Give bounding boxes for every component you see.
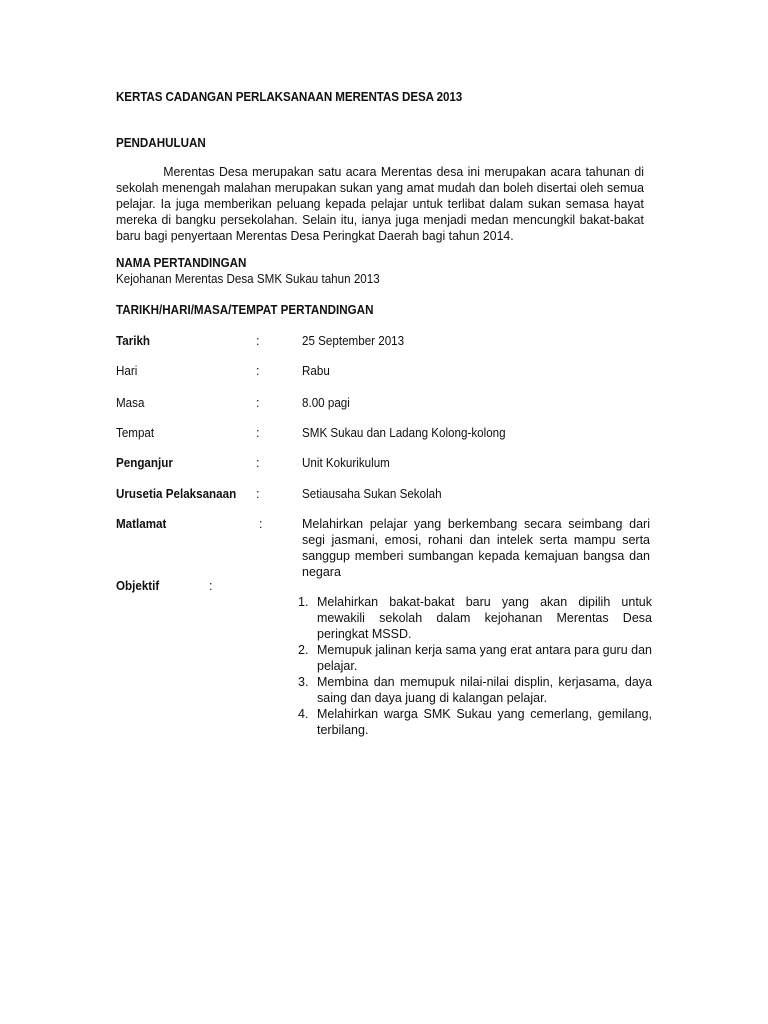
detail-colon: : (256, 426, 260, 440)
objektif-label: Objektif (116, 579, 160, 593)
matlamat-value: Melahirkan pelajar yang berkembang secara seimbang dari segi jasmani, emosi, rohani dan intelek serta mampu serta sanggup memberi sumbangan kepada kemajuan bangsa dan negara (302, 517, 650, 579)
nama-pertandingan-value: Kejohanan Merentas Desa SMK Sukau tahun 2013 (116, 272, 380, 286)
pendahuluan-paragraph: Merentas Desa merupakan satu acara Merentas desa ini merupakan acara tahunan di sekolah menengah malahan merupakan sukan yang amat mudah dan boleh disertai oleh semua pelajar. Ia juga memberikan peluang kepada pelajar untuk terlibat dalam sukan semasa hayat mereka di bangku persekolahan. Selain itu, ianya juga menjadi medan mencungkil bakat-bakat baru bagi penyertaan Merentas Desa Peringkat Daerah bagi tahun 2014. (116, 165, 644, 243)
detail-value-tempat: SMK Sukau dan Ladang Kolong-kolong (302, 426, 506, 440)
matlamat-colon: : (259, 517, 263, 531)
detail-colon: : (256, 334, 260, 348)
list-item (296, 706, 652, 738)
detail-colon: : (256, 456, 260, 470)
detail-label-penganjur: Penganjur (116, 456, 173, 470)
detail-label-hari: Hari (116, 364, 138, 378)
tarikh-heading: TARIKH/HARI/MASA/TEMPAT PERTANDINGAN (116, 303, 374, 317)
detail-colon: : (256, 396, 260, 410)
detail-label-tempat: Tempat (116, 426, 155, 440)
matlamat-label: Matlamat (116, 517, 167, 531)
detail-value-penganjur: Unit Kokurikulum (302, 456, 390, 470)
detail-colon: : (256, 487, 260, 501)
list-item-number: 1. (298, 595, 309, 609)
detail-value-tarikh: 25 September 2013 (302, 334, 405, 348)
detail-value-hari: Rabu (302, 364, 330, 378)
detail-colon: : (256, 364, 260, 378)
objektif-colon: : (209, 579, 213, 593)
objektif-list (296, 594, 652, 738)
list-item-text: Membina dan memupuk nilai-nilai displin, kerjasama, daya saing dan daya juang di kalangan pelajar. (317, 675, 652, 705)
detail-value-urusetia: Setiausaha Sukan Sekolah (302, 487, 442, 501)
list-item-text: Memupuk jalinan kerja sama yang erat antara para guru dan pelajar. (317, 643, 652, 673)
list-item (296, 594, 652, 642)
list-item-number: 3. (298, 675, 309, 689)
list-item-number: 4. (298, 707, 309, 721)
list-item-text: Melahirkan warga SMK Sukau yang cemerlang, gemilang, terbilang. (317, 707, 652, 737)
document-title: KERTAS CADANGAN PERLAKSANAAN MERENTAS DESA 2013 (116, 90, 463, 104)
list-item-text: Melahirkan bakat-bakat baru yang akan dipilih untuk mewakili sekolah dalam kejohanan Merentas Desa peringkat MSSD. (317, 595, 652, 641)
list-item-number: 2. (298, 643, 309, 657)
detail-label-masa: Masa (116, 396, 145, 410)
detail-value-masa: 8.00 pagi (302, 396, 350, 410)
nama-pertandingan-heading: NAMA PERTANDINGAN (116, 256, 247, 270)
list-item (296, 674, 652, 706)
pendahuluan-heading: PENDAHULUAN (116, 136, 206, 150)
detail-label-urusetia: Urusetia Pelaksanaan (116, 487, 237, 501)
detail-label-tarikh: Tarikh (116, 334, 151, 348)
list-item (296, 642, 652, 674)
